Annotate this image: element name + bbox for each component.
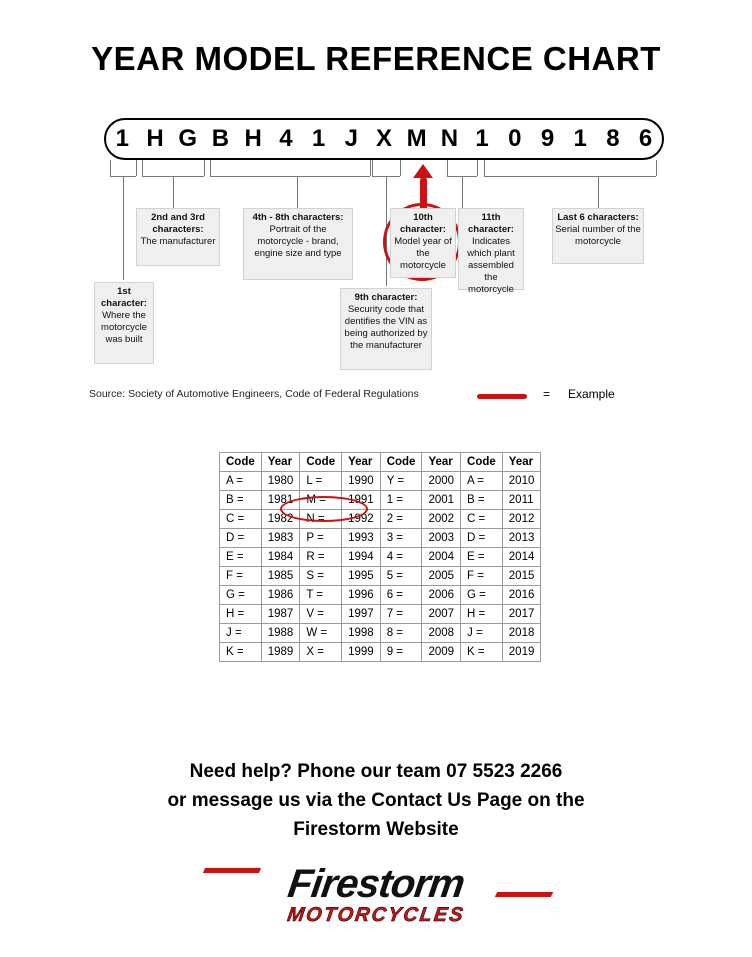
table-cell: B = bbox=[461, 491, 503, 510]
table-cell: 1999 bbox=[342, 643, 381, 662]
column-header: Code bbox=[461, 453, 503, 472]
leader-line bbox=[173, 176, 174, 208]
column-header: Year bbox=[342, 453, 381, 472]
vin-character: H bbox=[146, 125, 164, 152]
table-cell: 7 = bbox=[380, 605, 422, 624]
table-cell: 6 = bbox=[380, 586, 422, 605]
page-title: YEAR MODEL REFERENCE CHART bbox=[91, 40, 661, 77]
example-label: Example bbox=[568, 387, 615, 401]
bracket-line bbox=[142, 160, 143, 176]
table-cell: P = bbox=[300, 529, 342, 548]
table-cell: 2019 bbox=[502, 643, 541, 662]
table-cell-highlighted: M = bbox=[300, 491, 342, 510]
table-cell: 1987 bbox=[261, 605, 300, 624]
table-cell: H = bbox=[220, 605, 262, 624]
table-row bbox=[220, 605, 541, 624]
table-cell: 1989 bbox=[261, 643, 300, 662]
table-cell: V = bbox=[300, 605, 342, 624]
callout-body: Where the motorcycle was built bbox=[101, 310, 147, 345]
table-cell: J = bbox=[461, 624, 503, 643]
table-cell: A = bbox=[220, 472, 262, 491]
bracket-line bbox=[136, 160, 137, 176]
table-cell: L = bbox=[300, 472, 342, 491]
callout-first-character bbox=[94, 282, 154, 364]
table-cell: 5 = bbox=[380, 567, 422, 586]
table-cell: 1980 bbox=[261, 472, 300, 491]
leader-line bbox=[462, 176, 463, 208]
table-cell: H = bbox=[461, 605, 503, 624]
table-cell: F = bbox=[461, 567, 503, 586]
vin-character: 8 bbox=[606, 125, 620, 152]
table-cell: X = bbox=[300, 643, 342, 662]
table-cell: 2011 bbox=[502, 491, 541, 510]
table-cell: E = bbox=[220, 548, 262, 567]
callout-body: The manufacturer bbox=[140, 236, 216, 247]
table-cell: D = bbox=[220, 529, 262, 548]
table-cell: 2015 bbox=[502, 567, 541, 586]
table-cell: 2018 bbox=[502, 624, 541, 643]
vin-character: 9 bbox=[540, 125, 555, 152]
callout-last-six-characters bbox=[552, 208, 644, 264]
table-cell: 2000 bbox=[422, 472, 461, 491]
callout-body: Indicates which plant assembled the motorcycle bbox=[467, 236, 515, 295]
bracket-line bbox=[484, 176, 656, 177]
table-cell: K = bbox=[220, 643, 262, 662]
table-cell: 2009 bbox=[422, 643, 461, 662]
example-swatch bbox=[477, 394, 527, 399]
column-header: Code bbox=[300, 453, 342, 472]
table-cell: 2013 bbox=[502, 529, 541, 548]
table-cell: 1985 bbox=[261, 567, 300, 586]
help-line-1: Need help? Phone our team 07 5523 2266 bbox=[189, 761, 563, 782]
table-row bbox=[220, 567, 541, 586]
vin-character: B bbox=[211, 125, 230, 152]
callout-second-third-characters bbox=[136, 208, 220, 266]
callout-body: Portrait of the motorcycle - brand, engine size and type bbox=[254, 224, 342, 259]
callout-tenth-character bbox=[390, 208, 456, 278]
help-text bbox=[0, 757, 752, 844]
table-cell: 1990 bbox=[342, 472, 381, 491]
table-cell: R = bbox=[300, 548, 342, 567]
bracket-line bbox=[477, 160, 478, 176]
leader-line bbox=[123, 176, 124, 280]
red-arrow-head bbox=[413, 164, 433, 178]
table-cell-highlighted: 1991 bbox=[342, 491, 381, 510]
example-equals: = bbox=[543, 387, 551, 401]
logo-subtext: MOTORCYCLES bbox=[285, 904, 467, 926]
vin-character: N bbox=[440, 125, 459, 152]
table-cell: 2012 bbox=[502, 510, 541, 529]
table-cell: 1993 bbox=[342, 529, 381, 548]
callout-heading: 2nd and 3rd characters: bbox=[151, 212, 205, 235]
table-cell: E = bbox=[461, 548, 503, 567]
table-cell: 1996 bbox=[342, 586, 381, 605]
bracket-line bbox=[110, 160, 111, 176]
vin-character: J bbox=[344, 125, 358, 152]
table-cell: 2008 bbox=[422, 624, 461, 643]
callout-heading: Last 6 characters: bbox=[557, 212, 639, 223]
table-cell: K = bbox=[461, 643, 503, 662]
table-cell: B = bbox=[220, 491, 262, 510]
table-cell: 1998 bbox=[342, 624, 381, 643]
bracket-line bbox=[484, 160, 485, 176]
vin-character: H bbox=[244, 125, 262, 152]
leader-line bbox=[297, 176, 298, 208]
help-line-3: Firestorm Website bbox=[293, 819, 459, 840]
table-cell: 2001 bbox=[422, 491, 461, 510]
vin-character: X bbox=[375, 125, 392, 152]
table-cell: 3 = bbox=[380, 529, 422, 548]
callout-fourth-eighth-characters bbox=[243, 208, 353, 280]
table-cell: 4 = bbox=[380, 548, 422, 567]
table-cell: A = bbox=[461, 472, 503, 491]
vin-character-highlighted: M bbox=[406, 125, 427, 152]
table-cell: 9 = bbox=[380, 643, 422, 662]
table-cell: 1982 bbox=[261, 510, 300, 529]
callout-heading: 11th character: bbox=[468, 212, 514, 235]
table-row bbox=[220, 529, 541, 548]
column-header: Year bbox=[502, 453, 541, 472]
table-cell: 1 = bbox=[380, 491, 422, 510]
table-cell: 1986 bbox=[261, 586, 300, 605]
table-row bbox=[220, 510, 541, 529]
column-header: Year bbox=[261, 453, 300, 472]
table-cell: 1984 bbox=[261, 548, 300, 567]
bracket-line bbox=[400, 160, 401, 176]
table-cell: F = bbox=[220, 567, 262, 586]
vin-character: 1 bbox=[115, 125, 130, 152]
table-cell: 1981 bbox=[261, 491, 300, 510]
table-cell: 1997 bbox=[342, 605, 381, 624]
table-cell: 1992 bbox=[342, 510, 381, 529]
table-cell: W = bbox=[300, 624, 342, 643]
table-cell: 2014 bbox=[502, 548, 541, 567]
table-row bbox=[220, 586, 541, 605]
table-row bbox=[220, 624, 541, 643]
table-cell: C = bbox=[220, 510, 262, 529]
leader-line bbox=[598, 176, 599, 208]
column-header: Year bbox=[422, 453, 461, 472]
callout-body: Security code that dentifies the VIN as being authorized by the manufacturer bbox=[344, 304, 428, 351]
table-cell: 2003 bbox=[422, 529, 461, 548]
vin-character: G bbox=[178, 125, 198, 152]
table-cell: 2005 bbox=[422, 567, 461, 586]
table-row bbox=[220, 491, 541, 510]
callout-heading: 1st character: bbox=[101, 286, 147, 309]
vin-bar bbox=[104, 118, 664, 160]
table-cell: 2010 bbox=[502, 472, 541, 491]
table-cell: S = bbox=[300, 567, 342, 586]
callout-body: Model year of the motorcycle bbox=[394, 236, 452, 271]
callout-heading: 9th character: bbox=[354, 292, 418, 303]
column-header: Code bbox=[380, 453, 422, 472]
bracket-line bbox=[370, 160, 371, 176]
table-cell: 1988 bbox=[261, 624, 300, 643]
table-cell: D = bbox=[461, 529, 503, 548]
vin-character: 1 bbox=[311, 125, 326, 152]
column-header: Code bbox=[220, 453, 262, 472]
year-code-table bbox=[219, 452, 541, 662]
logo-wordmark: Firestorm bbox=[285, 862, 467, 906]
vin-character: 1 bbox=[475, 125, 489, 152]
table-cell: 2004 bbox=[422, 548, 461, 567]
table-cell: G = bbox=[220, 586, 262, 605]
callout-heading: 10th character: bbox=[400, 212, 446, 235]
bracket-line bbox=[210, 160, 211, 176]
table-cell: 2006 bbox=[422, 586, 461, 605]
vin-character: 4 bbox=[279, 125, 293, 152]
bracket-line bbox=[447, 160, 448, 176]
table-cell: T = bbox=[300, 586, 342, 605]
callout-eleventh-character bbox=[458, 208, 524, 295]
vin-character: 6 bbox=[638, 125, 653, 152]
table-cell: 2 = bbox=[380, 510, 422, 529]
table-cell: J = bbox=[220, 624, 262, 643]
table-cell: Y = bbox=[380, 472, 422, 491]
table-row bbox=[220, 643, 541, 662]
table-header-row bbox=[220, 453, 541, 472]
table-cell: C = bbox=[461, 510, 503, 529]
table-cell: 2017 bbox=[502, 605, 541, 624]
table-cell: 1995 bbox=[342, 567, 381, 586]
bracket-line bbox=[372, 160, 373, 176]
table-row bbox=[220, 472, 541, 491]
source-text: Source: Society of Automotive Engineers, Code of Federal Regulations bbox=[89, 388, 419, 400]
table-cell: G = bbox=[461, 586, 503, 605]
table-cell: 8 = bbox=[380, 624, 422, 643]
bracket-line bbox=[656, 160, 657, 176]
callout-body: Serial number of the motorcycle bbox=[555, 224, 641, 247]
vin-character: 0 bbox=[508, 125, 522, 152]
table-row bbox=[220, 548, 541, 567]
table-cell: 1994 bbox=[342, 548, 381, 567]
vin-character: 1 bbox=[573, 125, 587, 152]
table-cell: 2007 bbox=[422, 605, 461, 624]
callout-heading: 4th - 8th characters: bbox=[252, 212, 344, 223]
firestorm-logo bbox=[196, 862, 556, 934]
bracket-line bbox=[210, 176, 370, 177]
table-cell: 2002 bbox=[422, 510, 461, 529]
table-cell: N = bbox=[300, 510, 342, 529]
help-line-2: or message us via the Contact Us Page on the bbox=[167, 790, 585, 811]
callout-ninth-character bbox=[340, 288, 432, 370]
table-cell: 1983 bbox=[261, 529, 300, 548]
bracket-line bbox=[204, 160, 205, 176]
table-cell: 2016 bbox=[502, 586, 541, 605]
